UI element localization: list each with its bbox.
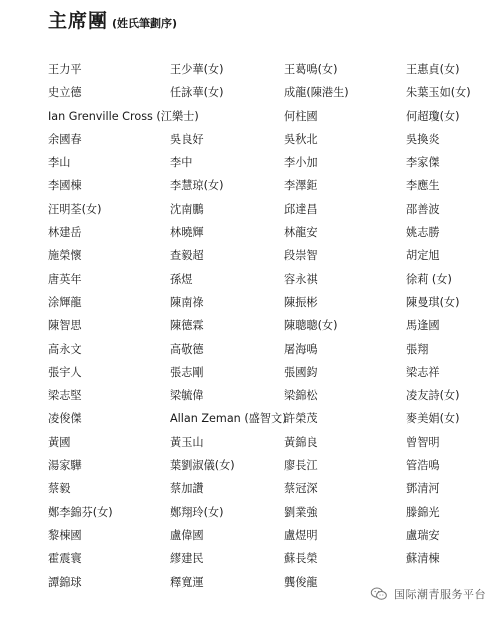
member-name: 李澤鉅 (284, 179, 318, 193)
watermark-text: 国际潮青服务平台 (394, 588, 486, 601)
member-name: 林曉輝 (170, 226, 204, 240)
member-name: 陳曼琪(女) (406, 295, 460, 309)
member-name: 段崇智 (284, 249, 318, 263)
member-name: 汪明荃(女) (48, 202, 102, 216)
document-header (48, 6, 177, 36)
member-name: 李應生 (406, 179, 440, 193)
member-name: 施榮懷 (48, 249, 82, 263)
page-subtitle: (姓氏筆劃序) (112, 17, 178, 30)
member-name: 吳換炎 (406, 132, 440, 146)
member-name: 黃玉山 (170, 435, 204, 449)
member-name: 廖長江 (284, 459, 318, 473)
member-name: 凌友詩(女) (406, 389, 460, 403)
presidium-name-list (48, 58, 488, 594)
member-name: 蘇長榮 (284, 552, 318, 566)
member-name: 盧瑞安 (406, 528, 440, 542)
member-name: 蔡毅 (48, 482, 71, 496)
member-name: 何柱國 (284, 109, 318, 123)
member-name: 吳良好 (170, 132, 204, 146)
member-name: 凌俊傑 (48, 412, 82, 426)
member-name: 李慧琼(女) (170, 179, 224, 193)
member-name: 滕錦光 (406, 505, 440, 519)
member-name: 李小加 (284, 156, 318, 170)
member-name: 李山 (48, 156, 71, 170)
member-name: 成龍(陳港生) (284, 86, 349, 100)
member-name: 李國棟 (48, 179, 82, 193)
member-name: 陳德霖 (170, 319, 204, 333)
member-name: 邱達昌 (284, 202, 318, 216)
member-name: 蔡加讚 (170, 482, 204, 496)
member-name: 邵善波 (406, 202, 440, 216)
member-name: 王惠貞(女) (406, 63, 460, 76)
member-name: 蘇清棟 (406, 552, 440, 566)
member-name: 高敬德 (170, 342, 204, 356)
member-name: 張翔 (406, 342, 429, 356)
member-name: 蔡冠深 (284, 482, 318, 496)
member-name: 余國春 (48, 132, 82, 146)
member-name: 孫煜 (170, 272, 193, 286)
member-name: 張宇人 (48, 365, 82, 379)
member-name: 徐莉 (女) (406, 272, 452, 286)
member-name: 唐英年 (48, 272, 82, 286)
member-name: 盧偉國 (170, 528, 204, 542)
watermark (370, 586, 486, 602)
member-name: 葉劉淑儀(女) (170, 459, 235, 473)
member-name: 胡定旭 (406, 249, 440, 263)
member-name: 李中 (170, 156, 193, 170)
member-name: 梁志堅 (48, 389, 82, 403)
member-name: 譚錦球 (48, 575, 82, 589)
member-name: 王葛鳴(女) (284, 63, 338, 76)
member-name: 陳聰聰(女) (284, 319, 338, 333)
member-name: 鄧清河 (406, 482, 440, 496)
member-name: Allan Zeman (盛智文) (170, 412, 287, 426)
member-name: 林龍安 (284, 226, 318, 240)
member-name: Ian Grenville Cross (江樂士) (48, 109, 199, 123)
member-name: 鄭翔玲(女) (170, 505, 224, 519)
member-name: 曾智明 (406, 435, 440, 449)
member-name: 黎棟國 (48, 528, 82, 542)
member-name: 史立德 (48, 86, 82, 100)
member-name: 沈南鵬 (170, 202, 204, 216)
member-name: 何超瓊(女) (406, 109, 460, 123)
member-name: 許榮茂 (284, 412, 318, 426)
member-name: 霍震寰 (48, 552, 82, 566)
member-name: 陳智思 (48, 319, 82, 333)
member-name: 李家傑 (406, 156, 440, 170)
member-name: 姚志勝 (406, 226, 440, 240)
member-name: 張志剛 (170, 365, 204, 379)
member-name: 陳南祿 (170, 295, 204, 309)
member-name: 劉業強 (284, 505, 318, 519)
member-name: 朱葉玉如(女) (406, 86, 471, 100)
member-name: 陳振彬 (284, 295, 318, 309)
member-name: 梁志祥 (406, 365, 440, 379)
member-name: 涂輝龍 (48, 295, 82, 309)
member-name: 釋寬運 (170, 575, 204, 589)
member-name: 高永文 (48, 342, 82, 356)
member-name: 馬逢國 (406, 319, 440, 333)
member-name: 鄭李錦芬(女) (48, 505, 113, 519)
member-name: 梁錦松 (284, 389, 318, 403)
wechat-icon (370, 587, 388, 601)
member-name: 任詠華(女) (170, 86, 224, 100)
member-name: 繆建民 (170, 552, 204, 566)
member-name: 湯家驊 (48, 459, 82, 473)
page-title: 主席團 (48, 10, 109, 32)
member-name: 麥美娟(女) (406, 412, 460, 426)
member-name: 龔俊龍 (284, 575, 318, 589)
member-name: 盧煜明 (284, 528, 318, 542)
member-name: 查毅超 (170, 249, 204, 263)
member-name: 吳秋北 (284, 132, 318, 146)
member-name: 管浩鳴 (406, 459, 440, 473)
member-name: 屠海鳴 (284, 342, 318, 356)
member-name: 黃錦良 (284, 435, 318, 449)
member-name: 王少華(女) (170, 63, 224, 76)
member-name: 梁毓偉 (170, 389, 204, 403)
member-name: 黃國 (48, 435, 71, 449)
member-name: 張國鈞 (284, 365, 318, 379)
member-name: 王力平 (48, 63, 82, 76)
member-name: 林建岳 (48, 226, 82, 240)
member-name: 容永祺 (284, 272, 318, 286)
